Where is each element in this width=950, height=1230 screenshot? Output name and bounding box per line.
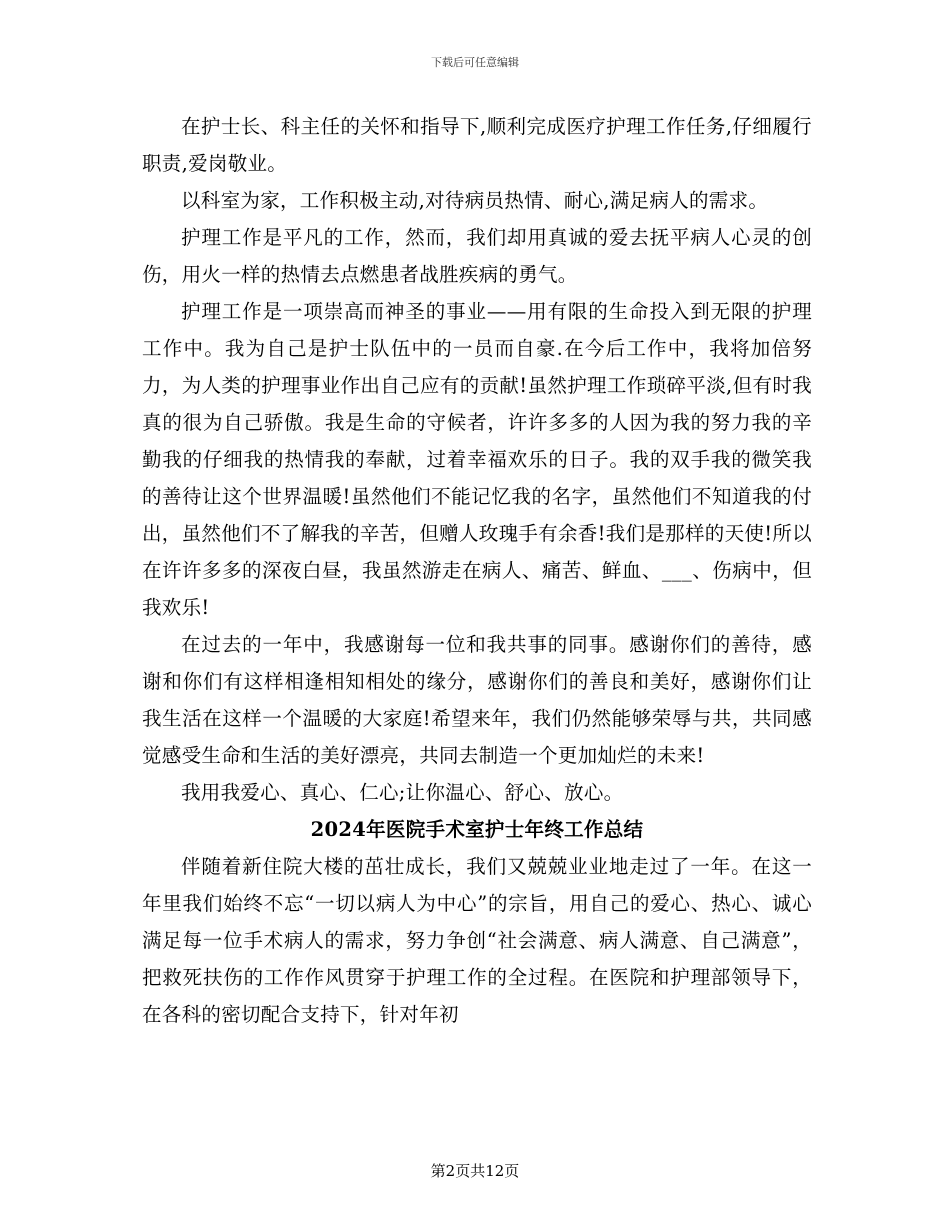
page-number: 第2页共12页 xyxy=(430,1162,520,1180)
paragraph: 伴随着新住院大楼的茁壮成长，我们又兢兢业业地走过了一年。在这一年里我们始终不忘“一切以病人为中心”的宗旨，用自己的爱心、热心、诚心满足每一位手术病人的需求，努力争创“社会满意、病人满意、自己满意”，把救死扶伤的工作作风贯穿于护理工作的全过程。在医院和护理部领导下，在各科的密切配合支持下，针对年初 xyxy=(142,855,812,1026)
page-header: 下载后可任意编辑 xyxy=(431,56,519,69)
paragraph: 以科室为家，工作积极主动,对待病员热情、耐心,满足病人的需求。 xyxy=(181,189,769,212)
paragraph: 在护士长、科主任的关怀和指导下,顺利完成医疗护理工作任务,仔细履行职责,爱岗敬业。 xyxy=(142,115,812,175)
paragraph: 护理工作是一项崇高而神圣的事业——用有限的生命投入到无限的护理工作中。我为自己是护士队伍中的一员而自豪.在今后工作中，我将加倍努力，为人类的护理事业作出自己应有的贡献!虽然护理工作琐碎平淡,但有时我真的很为自己骄傲。我是生命的守候者，许许多多的人因为我的努力我的辛勤我的仔细我的热情我的奉献，过着幸福欢乐的日子。我的双手我的微笑我的善待让这个世界温暖!虽然他们不能记忆我的名字，虽然他们不知道我的付出，虽然他们不了解我的辛苦，但赠人玫瑰手有余香!我们是那样的天使!所以在许许多多的深夜白昼，我虽然游走在病人、痛苦、鲜血、___、伤病中，但我欢乐! xyxy=(142,300,812,619)
paragraph: 在过去的一年中，我感谢每一位和我共事的同事。感谢你们的善待，感谢和你们有这样相逢相知相处的缘分，感谢你们的善良和美好，感谢你们让我生活在这样一个温暖的大家庭!希望来年，我们仍然能够荣辱与共，共同感觉感受生命和生活的美好漂亮，共同去制造一个更加灿烂的未来! xyxy=(142,633,812,767)
paragraph: 护理工作是平凡的工作，然而，我们却用真诚的爱去抚平病人心灵的创伤，用火一样的热情去点燃患者战胜疾病的勇气。 xyxy=(142,226,812,286)
section-title: 2024年医院手术室护士年终工作总结 xyxy=(310,818,644,841)
paragraph: 我用我爱心、真心、仁心;让你温心、舒心、放心。 xyxy=(181,781,624,804)
document-body xyxy=(142,108,812,1033)
